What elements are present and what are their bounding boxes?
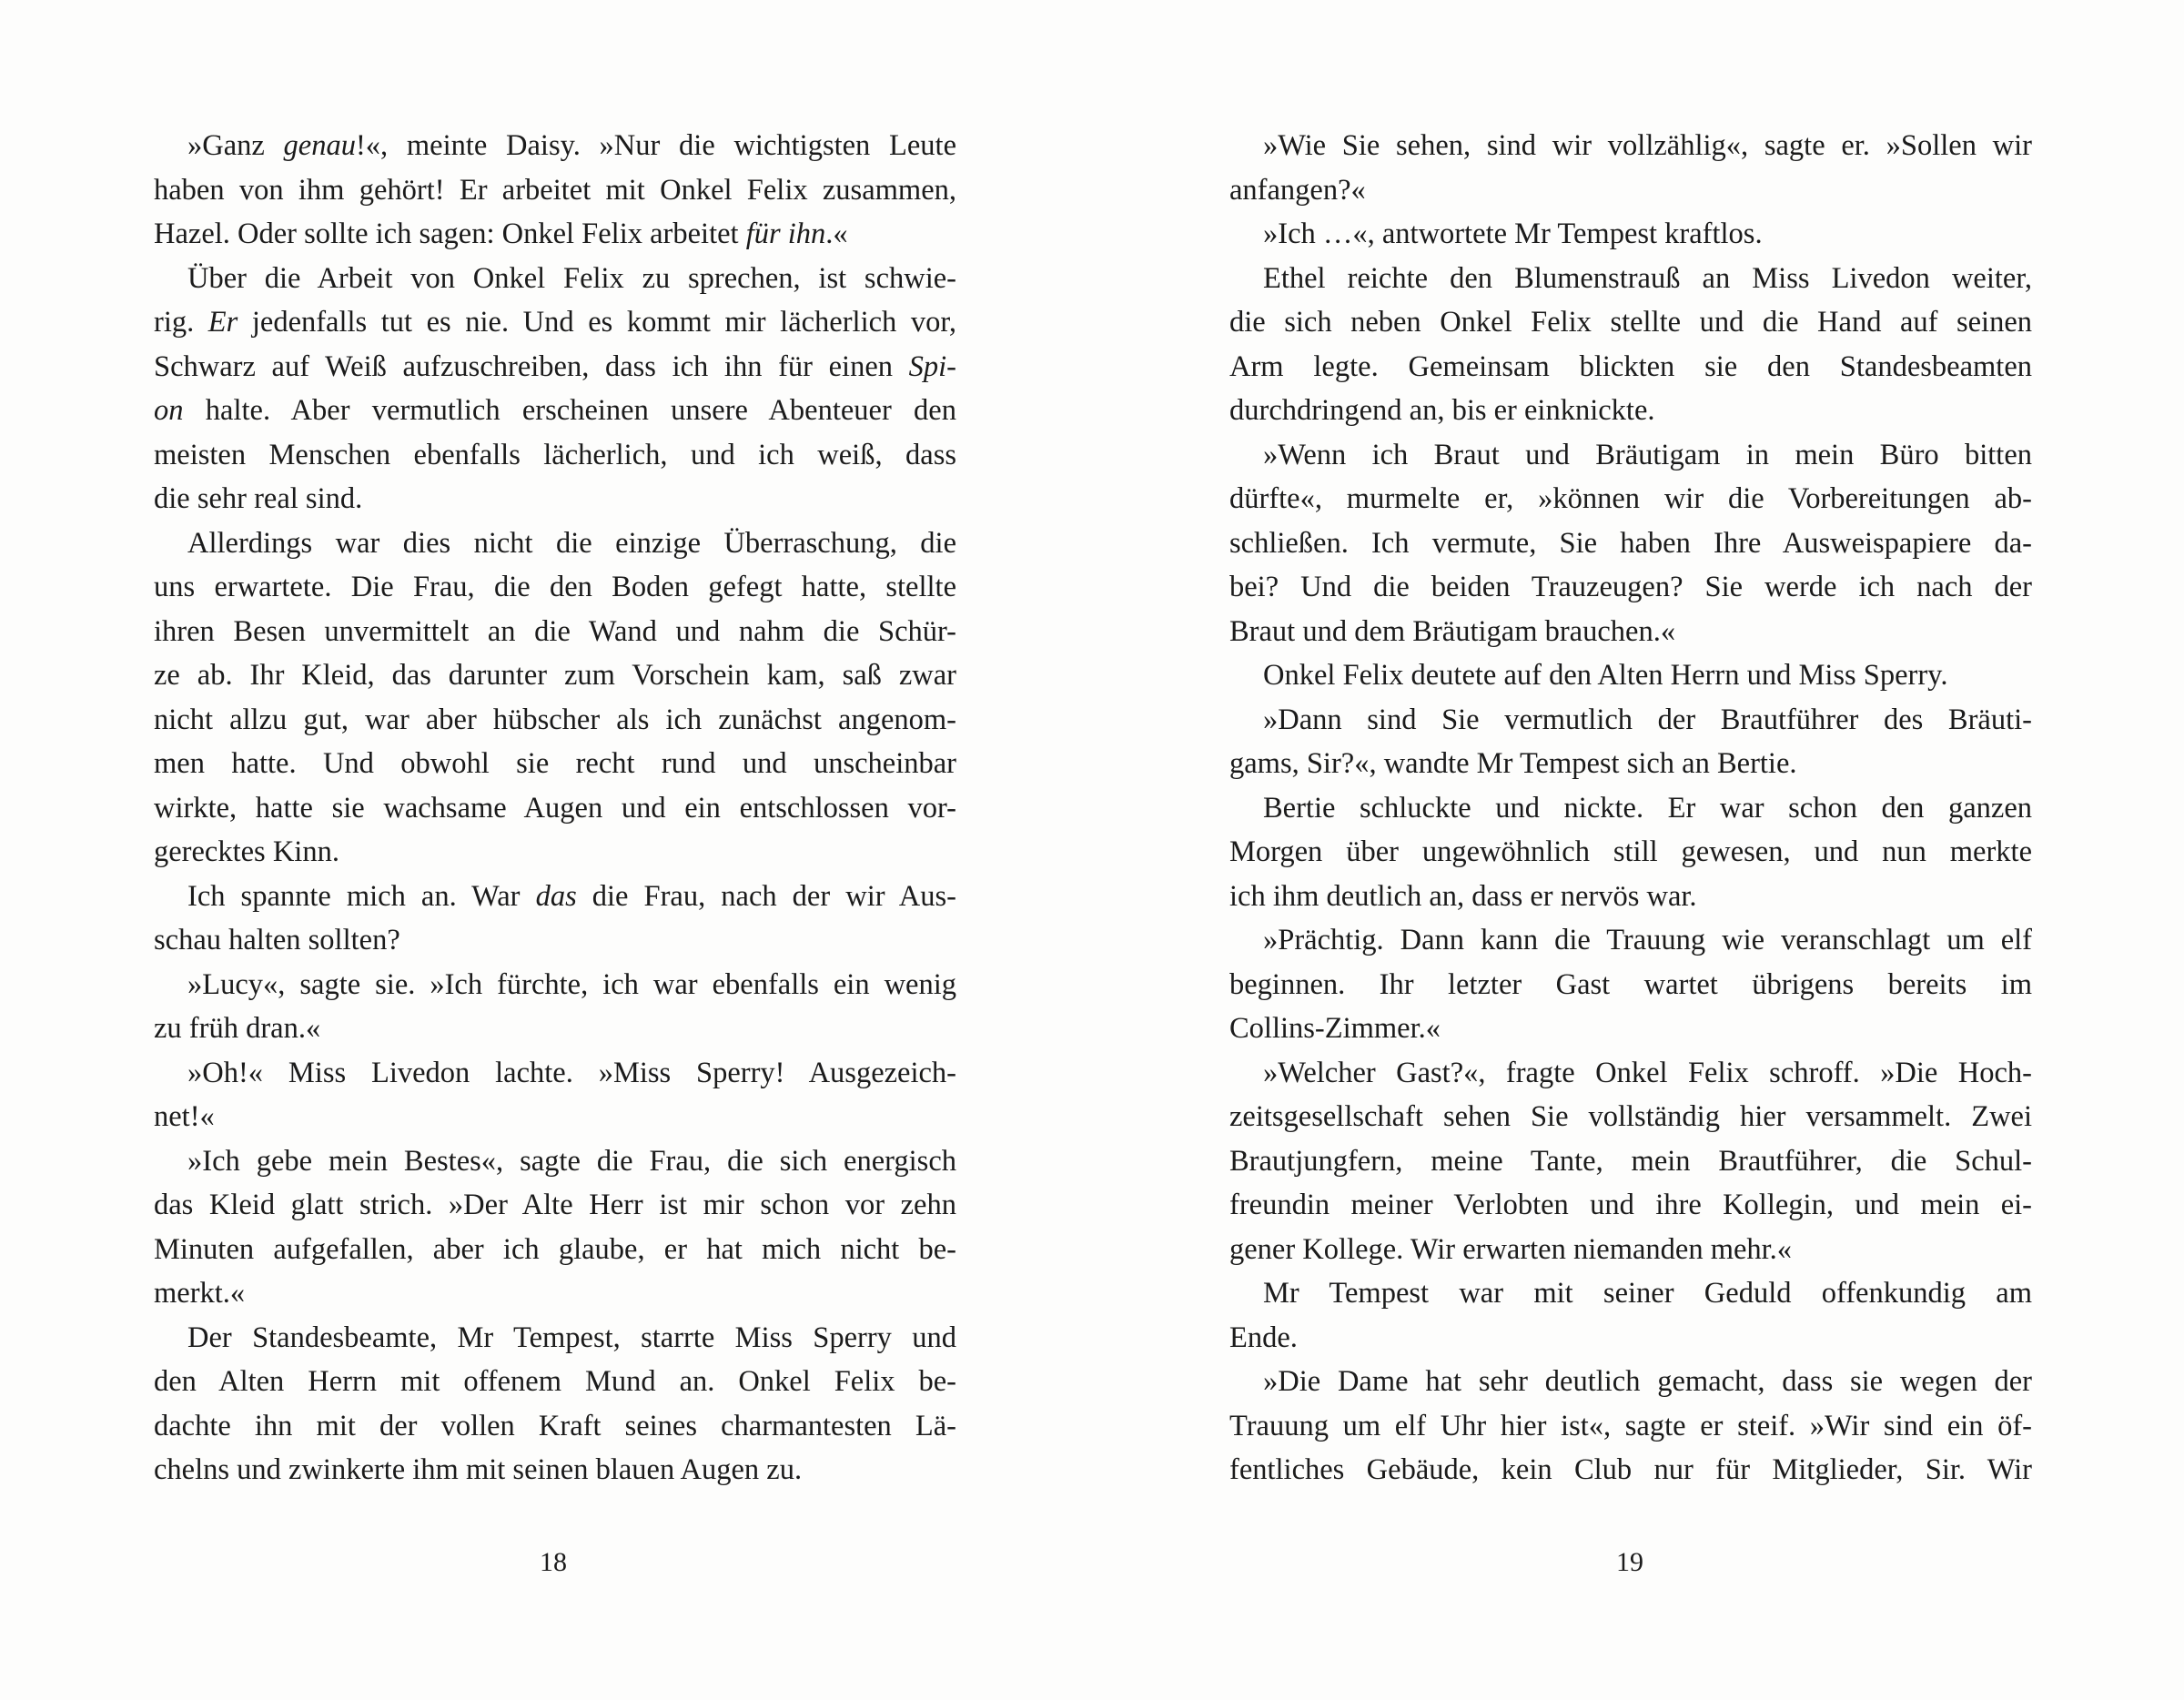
text-line xyxy=(154,1183,956,1228)
text-segment: .« xyxy=(825,218,848,250)
text-line xyxy=(154,124,956,168)
text-line xyxy=(154,300,956,345)
text-line xyxy=(1229,698,2032,743)
text-segment: »Wenn ich Braut und Bräutigam in mein Büro bitten xyxy=(1263,438,2032,471)
text-segment: Ethel reichte den Blumenstrauß an Miss Livedon weiter, xyxy=(1263,261,2032,295)
text-line xyxy=(1229,1007,2032,1051)
body-text xyxy=(154,124,956,1493)
text-segment: gener Kollege. Wir erwarten niemanden mehr.« xyxy=(1229,1232,1793,1266)
text-segment: die sehr real sind. xyxy=(154,482,363,515)
text-line xyxy=(154,345,956,390)
text-segment: dürfte«, murmelte er, »können wir die Vorbereitungen ab- xyxy=(1229,482,2032,515)
text-segment: beginnen. Ihr letzter Gast wartet übrigens bereits im xyxy=(1229,967,2032,1001)
text-line xyxy=(1229,389,2032,433)
text-line xyxy=(154,477,956,521)
text-line xyxy=(1229,1448,2032,1493)
text-segment: Collins-Zimmer.« xyxy=(1229,1012,1441,1045)
text-segment: »Ich …«, antwortete Mr Tempest kraftlos. xyxy=(1263,218,1763,250)
italic-text: Er xyxy=(207,306,238,339)
text-line xyxy=(1229,1228,2032,1272)
text-line xyxy=(1229,830,2032,875)
text-segment: »Dann sind Sie vermutlich der Brautführer des Bräuti- xyxy=(1263,703,2032,736)
text-segment: durchdringend an, bis er einknickte. xyxy=(1229,394,1655,427)
text-segment: merkt.« xyxy=(154,1277,246,1310)
text-segment: Ich spannte mich an. War xyxy=(187,879,536,913)
text-segment: zeitsgesellschaft sehen Sie vollständig hier versammelt. Zwei xyxy=(1229,1100,2032,1133)
text-line xyxy=(154,212,956,257)
text-segment: ich ihm deutlich an, dass er nervös war. xyxy=(1229,879,1697,913)
text-line xyxy=(154,1360,956,1404)
text-segment: gerecktes Kinn. xyxy=(154,835,339,868)
text-line xyxy=(1229,786,2032,831)
text-line xyxy=(154,521,956,566)
text-segment: Über die Arbeit von Onkel Felix zu sprechen, ist schwie- xyxy=(187,261,956,295)
text-line xyxy=(154,1316,956,1361)
text-line xyxy=(1229,1404,2032,1449)
text-segment: Brautjungfern, meine Tante, mein Brautführer, die Schul- xyxy=(1229,1144,2032,1178)
italic-text: genau xyxy=(283,129,356,162)
text-line xyxy=(154,257,956,301)
text-line xyxy=(1229,565,2032,610)
text-segment: net!« xyxy=(154,1100,215,1133)
text-segment: ze ab. Ihr Kleid, das darunter zum Vorschein kam, saß zwar xyxy=(154,659,956,692)
text-line xyxy=(154,1448,956,1493)
text-segment: Schwarz auf Weiß aufzuschreiben, dass ich ihn für einen xyxy=(154,349,909,383)
text-segment: Braut und dem Bräutigam brauchen.« xyxy=(1229,614,1676,648)
text-line xyxy=(154,742,956,786)
text-segment: Onkel Felix deutete auf den Alten Herrn und Miss Sperry. xyxy=(1263,659,1948,692)
text-segment: »Welcher Gast?«, fragte Onkel Felix schroff. »Die Hoch- xyxy=(1263,1056,2032,1089)
text-line xyxy=(154,1095,956,1139)
text-segment: Der Standesbeamte, Mr Tempest, starrte Miss Sperry und xyxy=(187,1321,956,1354)
text-segment: Mr Tempest war mit seiner Geduld offenkundig am xyxy=(1263,1277,2032,1310)
text-segment: Minuten aufgefallen, aber ich glaube, er hat mich nicht be- xyxy=(154,1232,956,1266)
text-segment: Bertie schluckte und nickte. Er war schon den ganzen xyxy=(1263,791,2032,825)
text-segment: nicht allzu gut, war aber hübscher als ich zunächst angenom- xyxy=(154,703,956,736)
text-segment: chelns und zwinkerte ihm mit seinen blauen Augen zu. xyxy=(154,1453,803,1486)
text-line xyxy=(154,918,956,963)
text-line xyxy=(1229,433,2032,478)
text-line xyxy=(1229,212,2032,257)
text-line xyxy=(154,1271,956,1316)
text-line xyxy=(154,168,956,213)
text-segment: Ende. xyxy=(1229,1321,1298,1354)
text-line xyxy=(1229,168,2032,213)
text-segment: die sich neben Onkel Felix stellte und die Hand auf seinen xyxy=(1229,306,2032,339)
text-segment: !«, meinte Daisy. »Nur die wichtigsten Leute xyxy=(355,129,956,162)
text-segment: Trauung um elf Uhr hier ist«, sagte er steif. »Wir sind ein öf- xyxy=(1229,1409,2032,1442)
text-line xyxy=(1229,610,2032,654)
italic-text: das xyxy=(535,879,577,913)
text-segment: ihren Besen unvermittelt an die Wand und nahm die Schür- xyxy=(154,614,956,648)
text-line xyxy=(1229,521,2032,566)
text-segment: uns erwartete. Die Frau, die den Boden gefegt hatte, stellte xyxy=(154,571,956,603)
text-segment: rig. xyxy=(154,306,208,339)
text-segment: schließen. Ich vermute, Sie haben Ihre Ausweispapiere da- xyxy=(1229,526,2032,560)
text-segment: Hazel. Oder sollte ich sagen: Onkel Felix arbeitet xyxy=(154,218,746,250)
italic-text: on xyxy=(154,394,184,427)
text-line xyxy=(1229,1051,2032,1096)
text-segment: zu früh dran.« xyxy=(154,1012,321,1045)
text-line xyxy=(1229,1139,2032,1184)
text-segment: wirkte, hatte sie wachsame Augen und ein entschlossen vor- xyxy=(154,791,956,825)
page-number: 19 xyxy=(1616,1547,1643,1577)
text-line xyxy=(154,610,956,654)
text-line xyxy=(1229,742,2032,786)
text-line xyxy=(1229,300,2032,345)
text-line xyxy=(1229,918,2032,963)
text-line xyxy=(1229,875,2032,919)
text-segment: anfangen?« xyxy=(1229,173,1366,207)
text-segment: »Ich gebe mein Bestes«, sagte die Frau, die sich energisch xyxy=(187,1144,956,1178)
text-segment: jedenfalls tut es nie. Und es kommt mir lächerlich vor, xyxy=(238,306,956,339)
text-line xyxy=(154,653,956,698)
page-number: 18 xyxy=(540,1547,567,1577)
text-segment: schau halten sollten? xyxy=(154,924,400,956)
text-line xyxy=(154,875,956,919)
text-line xyxy=(1229,257,2032,301)
text-segment: Arm legte. Gemeinsam blickten sie den Standesbeamten xyxy=(1229,349,2032,383)
text-line xyxy=(1229,1095,2032,1139)
text-line xyxy=(1229,963,2032,1007)
text-segment: freundin meiner Verlobten und ihre Kollegin, und mein ei- xyxy=(1229,1189,2032,1221)
text-segment: das Kleid glatt strich. »Der Alte Herr ist mir schon vor zehn xyxy=(154,1189,956,1221)
text-line xyxy=(154,433,956,478)
text-segment: die Frau, nach der wir Aus- xyxy=(576,879,956,913)
text-segment: Allerdings war dies nicht die einzige Überraschung, die xyxy=(187,526,956,560)
text-line xyxy=(1229,1183,2032,1228)
text-segment: gams, Sir?«, wandte Mr Tempest sich an Bertie. xyxy=(1229,747,1797,780)
italic-text: Spi- xyxy=(908,349,956,383)
text-segment: »Die Dame hat sehr deutlich gemacht, dass sie wegen der xyxy=(1263,1365,2032,1398)
text-segment: »Ganz xyxy=(187,129,284,162)
text-line xyxy=(1229,477,2032,521)
book-page-right xyxy=(1092,0,2184,1700)
text-segment: halte. Aber vermutlich erscheinen unsere Abenteuer den xyxy=(183,394,956,427)
text-line xyxy=(154,1051,956,1096)
text-line xyxy=(1229,653,2032,698)
text-segment: den Alten Herrn mit offenem Mund an. Onkel Felix be- xyxy=(154,1365,956,1398)
text-segment: »Prächtig. Dann kann die Trauung wie veranschlagt um elf xyxy=(1263,924,2032,956)
text-line xyxy=(1229,1316,2032,1361)
text-line xyxy=(154,698,956,743)
text-segment: bei? Und die beiden Trauzeugen? Sie werde ich nach der xyxy=(1229,571,2032,603)
text-line xyxy=(154,389,956,433)
text-line xyxy=(154,1228,956,1272)
text-line xyxy=(154,1007,956,1051)
text-segment: »Lucy«, sagte sie. »Ich fürchte, ich war ebenfalls ein wenig xyxy=(187,967,956,1001)
text-line xyxy=(1229,1360,2032,1404)
text-line xyxy=(154,786,956,831)
text-segment: fentliches Gebäude, kein Club nur für Mitglieder, Sir. Wir xyxy=(1229,1453,2032,1486)
text-line xyxy=(154,1139,956,1184)
text-line xyxy=(1229,124,2032,168)
text-line xyxy=(154,1404,956,1449)
text-segment: dachte ihn mit der vollen Kraft seines charmantesten Lä- xyxy=(154,1409,956,1442)
text-line xyxy=(1229,345,2032,390)
text-line xyxy=(154,963,956,1007)
body-text xyxy=(1229,124,2032,1493)
text-segment: Morgen über ungewöhnlich still gewesen, und nun merkte xyxy=(1229,835,2032,868)
italic-text: für ihn xyxy=(745,218,826,250)
text-segment: »Wie Sie sehen, sind wir vollzählig«, sagte er. »Sollen wir xyxy=(1263,129,2032,162)
text-line xyxy=(1229,1271,2032,1316)
text-segment: meisten Menschen ebenfalls lächerlich, und ich weiß, dass xyxy=(154,438,956,471)
text-line xyxy=(154,565,956,610)
text-segment: men hatte. Und obwohl sie recht rund und unscheinbar xyxy=(154,747,956,780)
text-segment: »Oh!« Miss Livedon lachte. »Miss Sperry! Ausgezeich- xyxy=(187,1056,956,1089)
text-segment: haben von ihm gehört! Er arbeitet mit Onkel Felix zusammen, xyxy=(154,173,956,207)
text-line xyxy=(154,830,956,875)
